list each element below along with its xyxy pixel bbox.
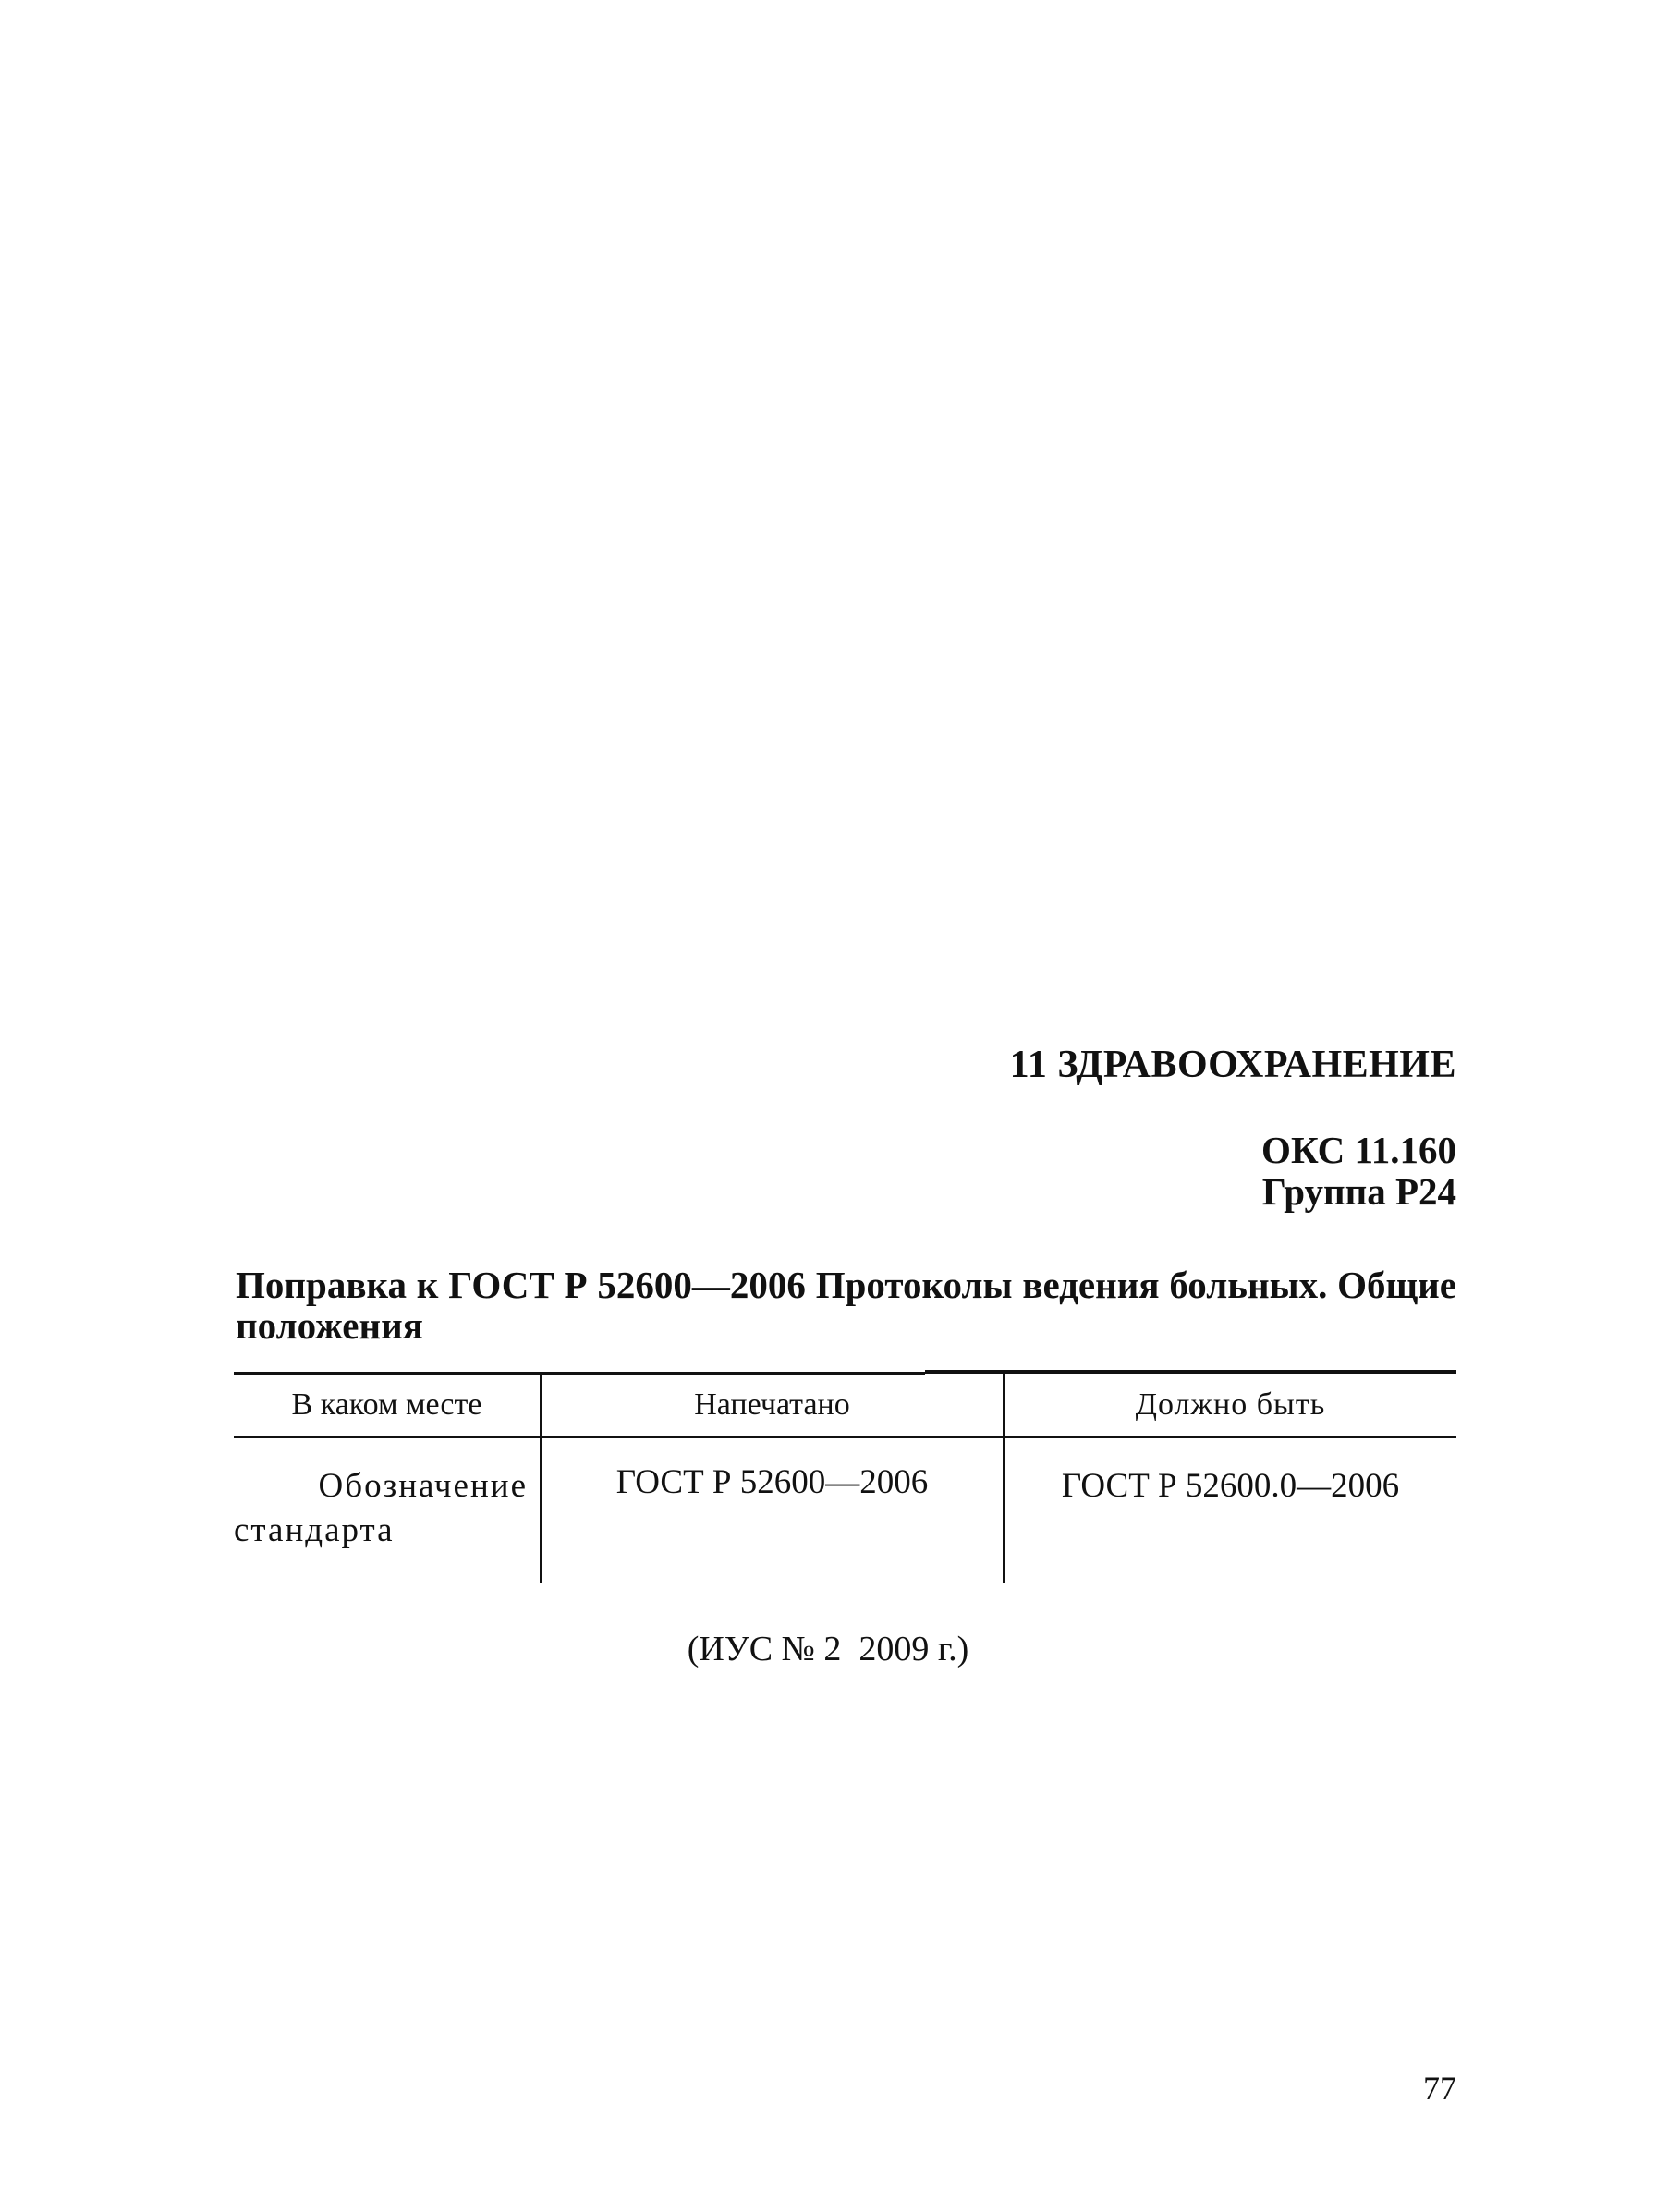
oks-code: ОКС 11.160 (1261, 1129, 1456, 1171)
group-code: Группа Р24 (1261, 1170, 1456, 1213)
table-top-rule (234, 1372, 925, 1375)
page-number: 77 (1423, 2070, 1456, 2107)
amendment-title: Поправка к ГОСТ Р 52600—2006 Протоколы ведения больных. Общие положения (236, 1264, 1456, 1347)
header-should-be: Должно быть (1135, 1387, 1326, 1422)
table-cell-printed: ГОСТ Р 52600—2006 (615, 1463, 929, 1501)
section-heading: 11 ЗДРАВООХРАНЕНИЕ (1009, 1044, 1456, 1086)
source-note: (ИУС № 2 2009 г.) (687, 1630, 969, 1668)
location-line-2: стандарта (234, 1511, 395, 1549)
location-line-1: Обозначение (318, 1467, 528, 1505)
classification-block (1261, 1130, 1456, 1213)
amendment-table (234, 1372, 1456, 1583)
header-location: В каком месте (291, 1387, 482, 1422)
table-cell-location (234, 1464, 528, 1553)
table-top-rule (925, 1370, 1456, 1374)
header-printed: Напечатано (694, 1387, 850, 1422)
table-header-rule (234, 1436, 1456, 1438)
table-cell-should-be: ГОСТ Р 52600.0—2006 (1061, 1467, 1400, 1505)
